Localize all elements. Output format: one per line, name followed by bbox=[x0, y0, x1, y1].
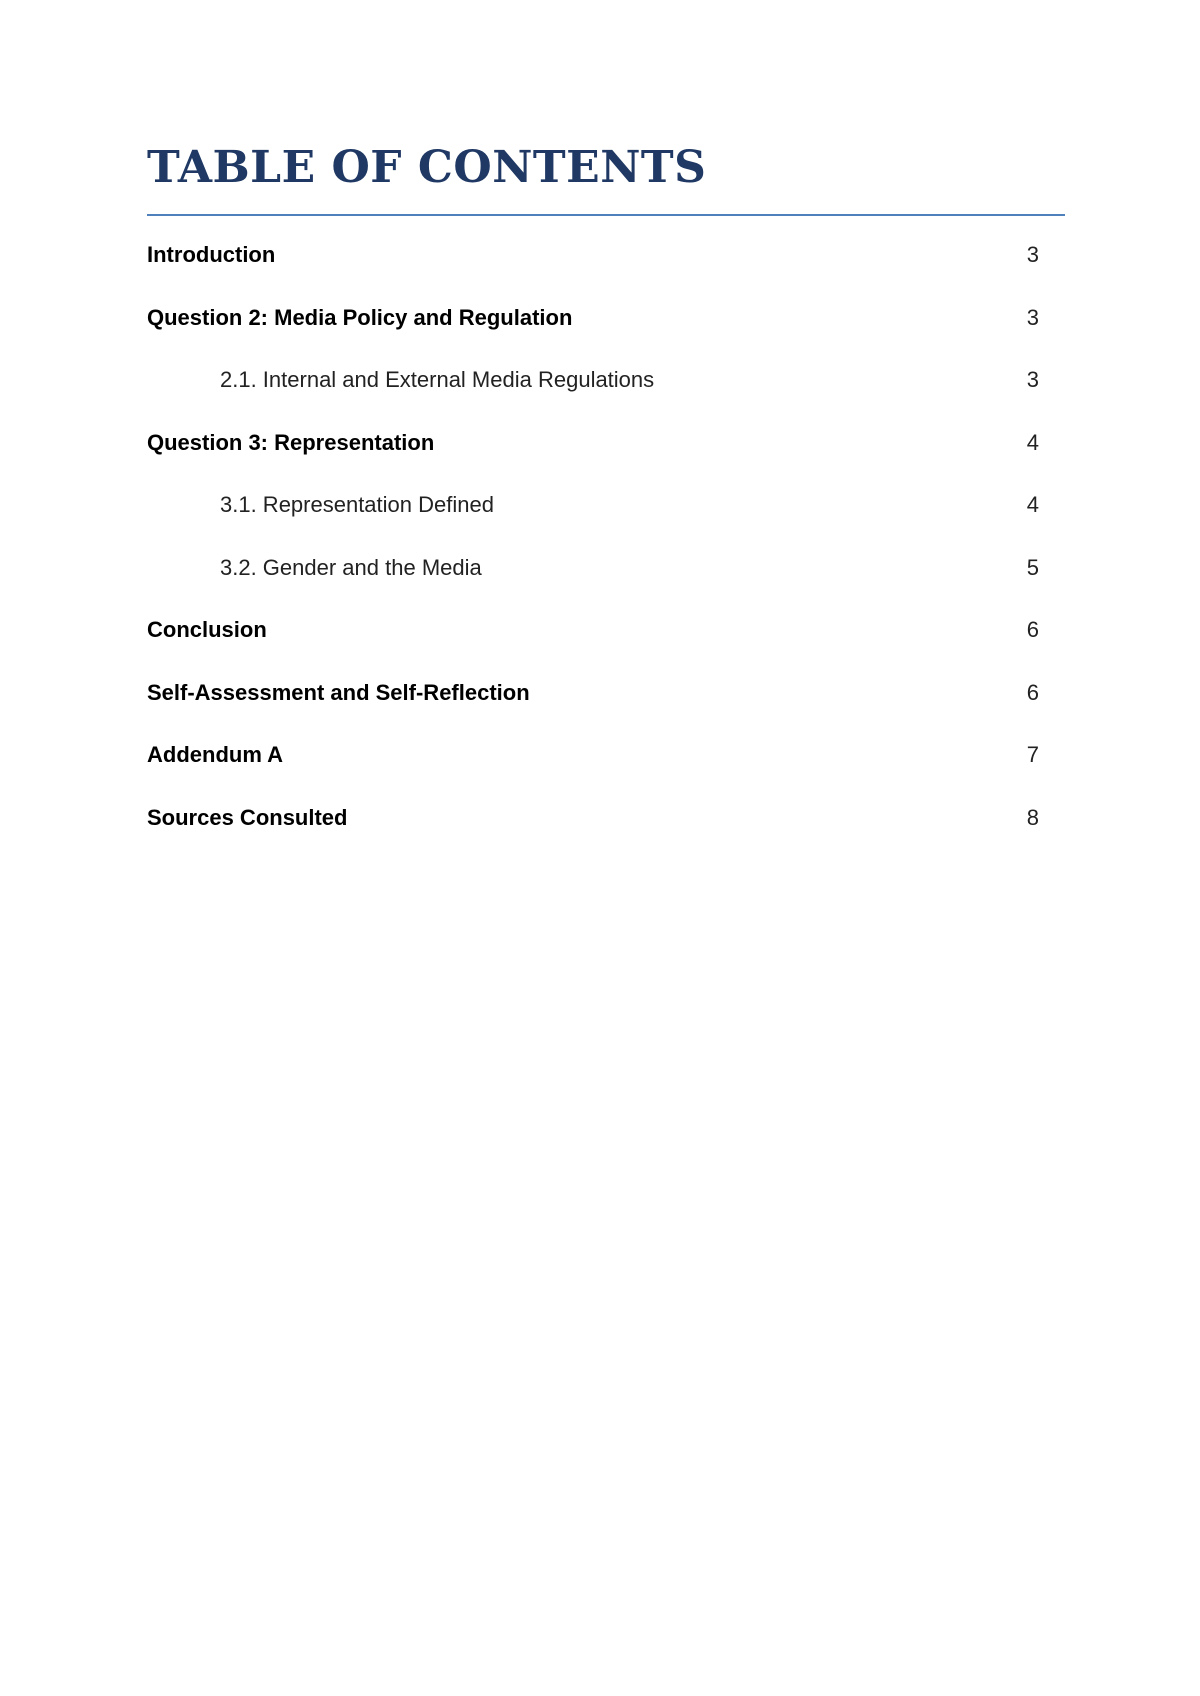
toc-entry-self-assessment[interactable] bbox=[147, 680, 1039, 743]
toc-entry-page: 6 bbox=[1026, 679, 1039, 705]
toc-entry-title: 3.1. Representation Defined bbox=[220, 492, 494, 517]
toc-list bbox=[147, 242, 1039, 867]
toc-entry-page: 4 bbox=[1026, 429, 1039, 455]
toc-entry-title: Question 2: Media Policy and Regulation bbox=[147, 304, 573, 330]
toc-entry-title: Sources Consulted bbox=[147, 804, 348, 830]
toc-entry-title: 2.1. Internal and External Media Regulations bbox=[220, 367, 655, 392]
toc-entry-conclusion[interactable] bbox=[147, 617, 1039, 680]
toc-entry-question-2[interactable] bbox=[147, 305, 1039, 368]
toc-entry-title: Conclusion bbox=[147, 617, 267, 642]
toc-entry-2-1[interactable] bbox=[147, 367, 1039, 430]
toc-entry-title: 3.2. Gender and the Media bbox=[220, 554, 482, 580]
toc-entry-page: 6 bbox=[1026, 617, 1039, 642]
toc-entry-title: Self-Assessment and Self-Reflection bbox=[147, 679, 530, 705]
toc-entry-title: Question 3: Representation bbox=[147, 429, 435, 455]
toc-entry-title: Introduction bbox=[147, 242, 276, 267]
toc-entry-page: 3 bbox=[1026, 242, 1039, 267]
heading-rule bbox=[147, 214, 1065, 216]
toc-entry-question-3[interactable] bbox=[147, 430, 1039, 493]
toc-entry-page: 7 bbox=[1026, 742, 1039, 767]
toc-entry-page: 4 bbox=[1026, 492, 1039, 517]
toc-entry-page: 5 bbox=[1026, 554, 1039, 580]
toc-entry-3-2[interactable] bbox=[147, 555, 1039, 618]
toc-entry-introduction[interactable] bbox=[147, 242, 1039, 305]
toc-entry-sources-consulted[interactable] bbox=[147, 805, 1039, 868]
toc-entry-page: 3 bbox=[1026, 367, 1039, 392]
toc-entry-title: Addendum A bbox=[147, 742, 284, 767]
toc-entry-addendum-a[interactable] bbox=[147, 742, 1039, 805]
toc-entry-page: 8 bbox=[1026, 804, 1039, 830]
toc-entry-page: 3 bbox=[1026, 304, 1039, 330]
toc-entry-3-1[interactable] bbox=[147, 492, 1039, 555]
toc-heading: TABLE OF CONTENTS bbox=[147, 142, 707, 193]
